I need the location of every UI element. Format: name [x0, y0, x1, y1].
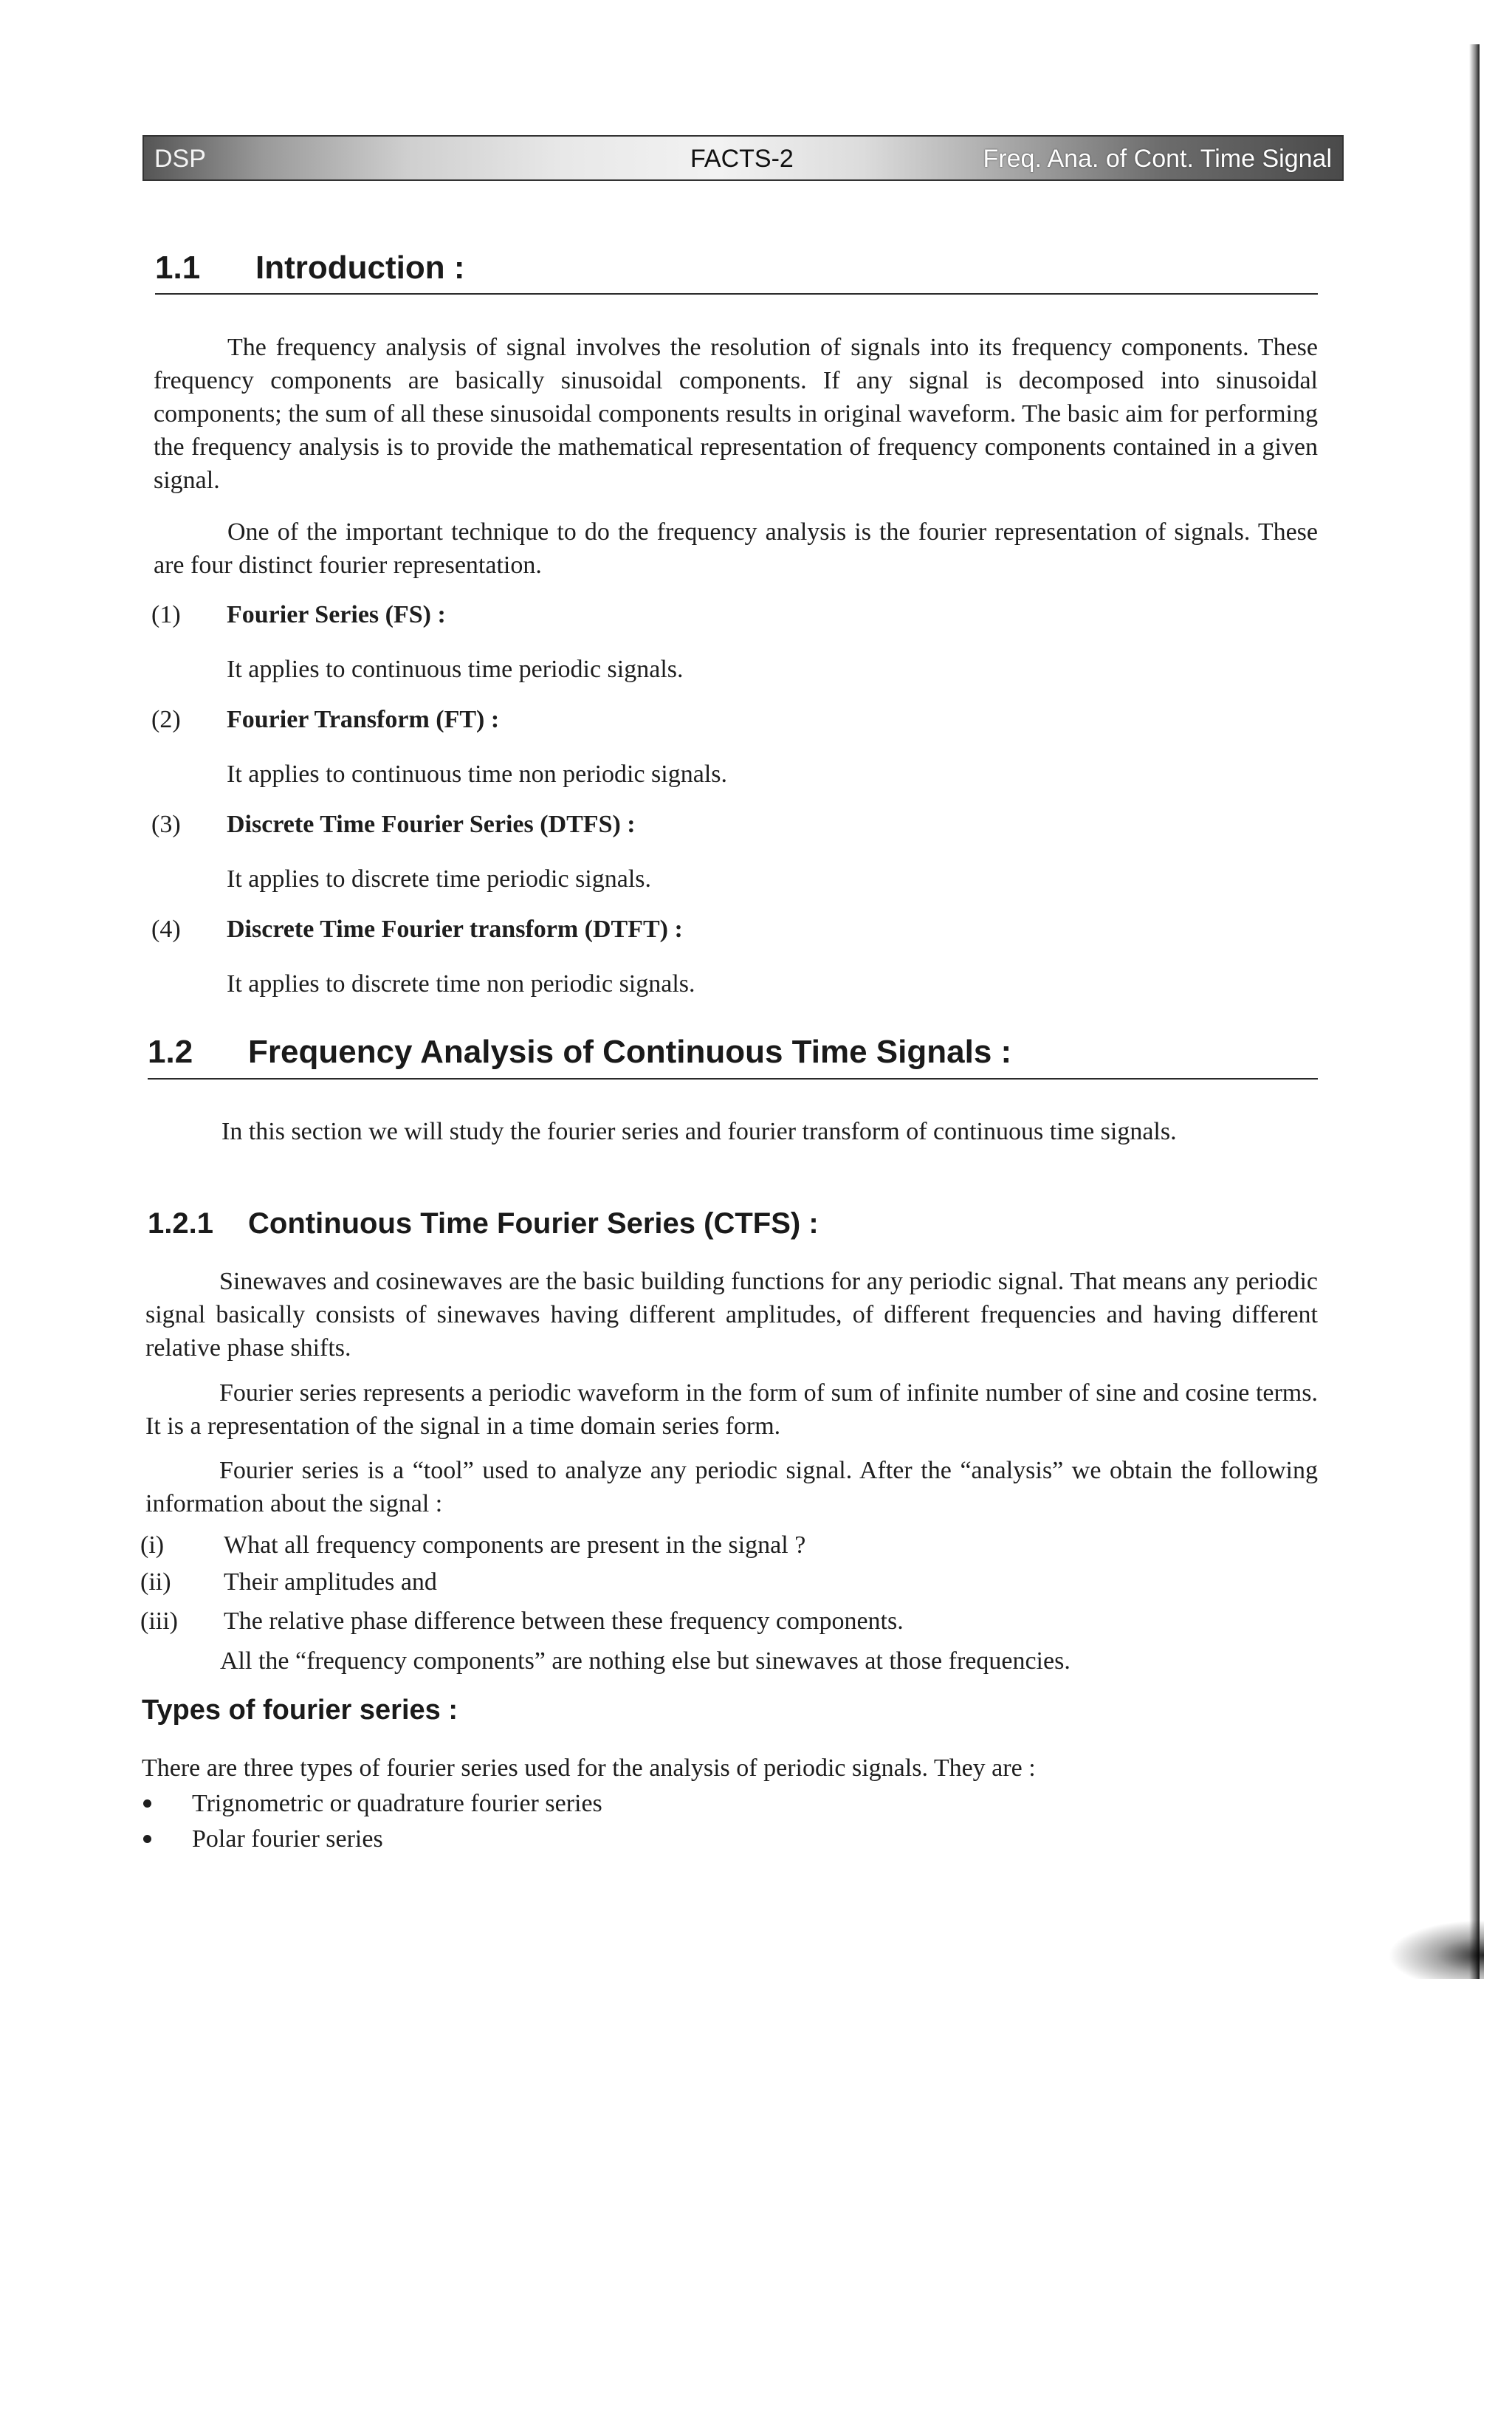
- list-text: What all frequency components are present in the signal ?: [224, 1531, 806, 1559]
- list-item: [151, 598, 1259, 631]
- list-desc: It applies to discrete time non periodic signals.: [227, 970, 695, 998]
- list-title: Fourier Transform (FT) :: [227, 706, 500, 733]
- header-center: FACTS-2: [690, 145, 794, 173]
- list-item: [151, 808, 1259, 841]
- list-item: [151, 703, 1259, 736]
- ctfs-paragraph-4: All the “frequency components” are nothing else but sinewaves at those frequencies.: [220, 1647, 1071, 1675]
- list-item: [140, 1528, 1248, 1562]
- intro-paragraph-2: One of the important technique to do the frequency analysis is the fourier representation of signals. These are four distinct fourier representation.: [154, 518, 1318, 579]
- list-title: Fourier Series (FS) :: [227, 601, 446, 628]
- binding-edge-foot: [1388, 1920, 1484, 1979]
- list-item: [151, 913, 1259, 946]
- ctfs-paragraph-1: Sinewaves and cosinewaves are the basic building functions for any periodic signal. That means any periodic signal basically consists of sinewaves having different amplitudes, of different frequencies and having different relative phase shifts.: [145, 1268, 1318, 1362]
- list-item: [142, 1822, 1028, 1856]
- bullet-icon: [143, 1835, 151, 1843]
- binding-edge-shadow: [1469, 44, 1480, 1979]
- section-number: 1.1: [155, 250, 201, 286]
- heading-rule: [148, 1078, 1318, 1080]
- list-marker: (4): [151, 916, 181, 943]
- section-title: Introduction :: [255, 250, 465, 286]
- intro-paragraph-1: The frequency analysis of signal involves the resolution of signals into its frequency components. These frequency components are basically sinusoidal components. If any signal is decomposed into sinusoidal components; the sum of all these sinusoidal components results in original waveform. The basic aim for performing the frequency analysis is to provide the mathematical representation of frequency components contained in a given signal.: [154, 334, 1318, 494]
- list-marker: (i): [140, 1531, 165, 1559]
- header-left: DSP: [154, 145, 206, 173]
- list-desc: It applies to continuous time non periodic signals.: [227, 761, 728, 788]
- section-title: Frequency Analysis of Continuous Time Signals :: [248, 1034, 1012, 1070]
- section-number: 1.2: [148, 1034, 193, 1070]
- ctfs-paragraph-3: Fourier series is a “tool” used to analyze any periodic signal. After the “analysis” we obtain the following information about the signal :: [145, 1457, 1318, 1517]
- list-item: [140, 1565, 1248, 1599]
- heading-rule: [155, 293, 1318, 295]
- list-title: Discrete Time Fourier transform (DTFT) :: [227, 916, 683, 943]
- list-marker: (3): [151, 811, 181, 838]
- list-text: The relative phase difference between these frequency components.: [224, 1607, 904, 1635]
- list-desc: It applies to discrete time periodic signals.: [227, 865, 652, 893]
- list-title: Discrete Time Fourier Series (DTFS) :: [227, 811, 636, 838]
- list-marker: (2): [151, 706, 181, 733]
- types-heading: Types of fourier series :: [142, 1695, 458, 1726]
- list-text: Their amplitudes and: [224, 1568, 437, 1596]
- section-title: Continuous Time Fourier Series (CTFS) :: [248, 1207, 819, 1240]
- header-right: Freq. Ana. of Cont. Time Signal: [983, 145, 1332, 173]
- list-marker: (iii): [140, 1607, 178, 1635]
- list-text: Trignometric or quadrature fourier series: [192, 1790, 602, 1817]
- section-number: 1.2.1: [148, 1207, 213, 1240]
- section-1-2-paragraph: In this section we will study the fourier series and fourier transform of continuous time signals.: [221, 1118, 1177, 1145]
- list-marker: (ii): [140, 1568, 171, 1596]
- section-heading-1-1: [155, 248, 465, 288]
- running-header: [142, 135, 1344, 181]
- section-heading-1-2-1: [148, 1205, 819, 1242]
- types-intro: There are three types of fourier series used for the analysis of periodic signals. They are :: [142, 1754, 1036, 1782]
- list-desc: It applies to continuous time periodic signals.: [227, 656, 684, 683]
- list-item: [140, 1605, 1248, 1638]
- ctfs-paragraph-2: Fourier series represents a periodic waveform in the form of sum of infinite number of sine and cosine terms. It is a representation of the signal in a time domain series form.: [145, 1379, 1318, 1440]
- list-marker: (1): [151, 601, 181, 628]
- section-heading-1-2: [148, 1032, 1012, 1072]
- bullet-icon: [143, 1799, 151, 1808]
- list-text: Polar fourier series: [192, 1825, 383, 1853]
- list-item: [142, 1787, 1028, 1820]
